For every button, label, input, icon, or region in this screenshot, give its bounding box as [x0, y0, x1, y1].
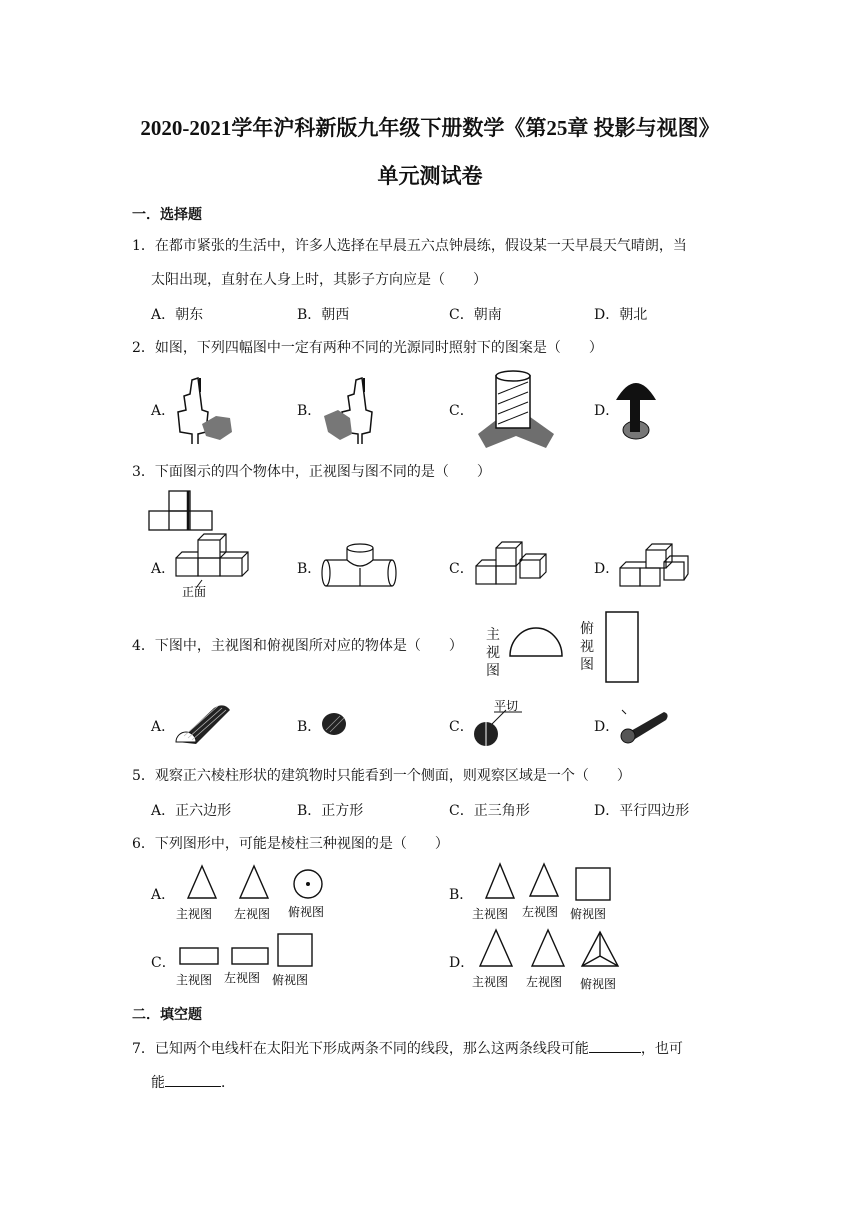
- section-heading-choice: 一．选择题: [132, 207, 202, 223]
- q4-option-b: B．: [297, 719, 322, 735]
- q2-figure-c: [474, 370, 556, 450]
- q7-blank-1[interactable]: [589, 1038, 641, 1053]
- q6-option-a: A．: [151, 887, 176, 903]
- q3-figure-b: [320, 540, 400, 592]
- q6-figure-d: [470, 926, 640, 994]
- q6-c-left-view-label: 左视图: [224, 971, 261, 985]
- q6-b-main-view-label: 主视图: [472, 907, 509, 921]
- q3-option-b: B．: [297, 561, 322, 577]
- q6-a-top-view-label: 俯视图: [288, 905, 325, 919]
- q3-figure-a: [172, 538, 252, 600]
- q4-figure-b: [318, 710, 354, 740]
- q4-main-view-semicircle: [508, 626, 564, 660]
- q1-option-d: D．朝北: [594, 307, 648, 323]
- q3-figure-c: [472, 540, 552, 590]
- q6-figure-a: [172, 862, 342, 926]
- q6-c-main-view-label: 主视图: [176, 973, 213, 987]
- q3-option-c: C．: [449, 561, 474, 577]
- q7-blank-2[interactable]: [165, 1072, 221, 1087]
- q6-b-left-view-label: 左视图: [522, 905, 559, 919]
- q2-option-b: B．: [297, 403, 322, 419]
- q4-figure-a: [172, 700, 234, 746]
- question-2-text: 2．如图，下列四幅图中一定有两种不同的光源同时照射下的图案是（ ）: [132, 340, 603, 356]
- q4-top-view-rectangle: [604, 610, 640, 684]
- q6-c-top-view-label: 俯视图: [272, 973, 309, 987]
- q5-option-a: A．正六边形: [151, 803, 232, 819]
- q6-d-main-view-label: 主视图: [472, 975, 509, 989]
- question-1-line-1: 1．在都市紧张的生活中，许多人选择在早晨五六点钟晨练，假设某一天早晨天气晴朗，当: [132, 238, 687, 254]
- q6-option-b: B．: [449, 887, 474, 903]
- q7-text-part-3: 能: [151, 1075, 165, 1091]
- q3-reference-front-view: [148, 490, 214, 532]
- q4-figure-c: [470, 698, 534, 750]
- q4-option-c: C．: [449, 719, 474, 735]
- q6-figure-b: [470, 860, 630, 926]
- q4-option-d: D．: [594, 719, 620, 735]
- q6-d-left-view-label: 左视图: [526, 975, 563, 989]
- q5-option-d: D．平行四边形: [594, 803, 690, 819]
- q6-figure-c: [172, 930, 332, 992]
- q3-option-a: A．: [151, 561, 176, 577]
- q3-figure-d: [616, 538, 690, 592]
- q4-figure-d: [616, 706, 672, 744]
- q6-option-c: C．: [151, 955, 176, 971]
- q5-option-b: B．正方形: [297, 803, 364, 819]
- q4-cut-label: 平切: [494, 699, 519, 713]
- question-7-line-1: [132, 1038, 683, 1059]
- q6-d-top-view-label: 俯视图: [580, 977, 617, 991]
- question-5-text: 5．观察正六棱柱形状的建筑物时只能看到一个侧面，则观察区域是一个（ ）: [132, 768, 631, 784]
- q1-option-a: A．朝东: [151, 307, 204, 323]
- q7-text-part-4: ．: [221, 1075, 235, 1091]
- q1-option-b: B．朝西: [297, 307, 350, 323]
- q4-option-a: A．: [151, 719, 176, 735]
- q3-front-label: 正面: [182, 585, 207, 599]
- q2-option-a: A．: [151, 403, 176, 419]
- q2-figure-b: [320, 374, 390, 446]
- q6-a-main-view-label: 主视图: [176, 907, 213, 921]
- question-6-text: 6．下列图形中，可能是棱柱三种视图的是（ ）: [132, 836, 449, 852]
- question-7-line-2: [151, 1072, 235, 1093]
- q7-text-part-1: 7．已知两个电线杆在太阳光下形成两条不同的线段，那么这两条线段可能: [132, 1041, 589, 1057]
- question-1-line-2: 太阳出现，直射在人身上时，其影子方向应是（ ）: [151, 272, 487, 288]
- q6-b-top-view-label: 俯视图: [570, 907, 607, 921]
- q6-a-left-view-label: 左视图: [234, 907, 271, 921]
- section-heading-fill-in: 二．填空题: [132, 1007, 202, 1023]
- question-3-text: 3．下面图示的四个物体中，正视图与图不同的是（ ）: [132, 464, 491, 480]
- q4-top-view-label: 俯 视 图: [580, 621, 594, 673]
- q7-text-part-2: ，也可: [640, 1041, 683, 1057]
- question-4-text: 4．下图中，主视图和俯视图所对应的物体是（ ）: [132, 638, 463, 654]
- page-title: 2020-2021学年沪科新版九年级下册数学《第25章 投影与视图》: [140, 116, 720, 140]
- q2-option-d: D．: [594, 403, 620, 419]
- q3-option-d: D．: [594, 561, 620, 577]
- q2-option-c: C．: [449, 403, 474, 419]
- q2-figure-d: [614, 374, 664, 446]
- q1-option-c: C．朝南: [449, 307, 502, 323]
- page-subtitle: 单元测试卷: [377, 164, 483, 188]
- q4-main-view-label: 主 视 图: [486, 627, 500, 679]
- q5-option-c: C．正三角形: [449, 803, 530, 819]
- q2-figure-a: [172, 374, 242, 446]
- q6-option-d: D．: [449, 955, 475, 971]
